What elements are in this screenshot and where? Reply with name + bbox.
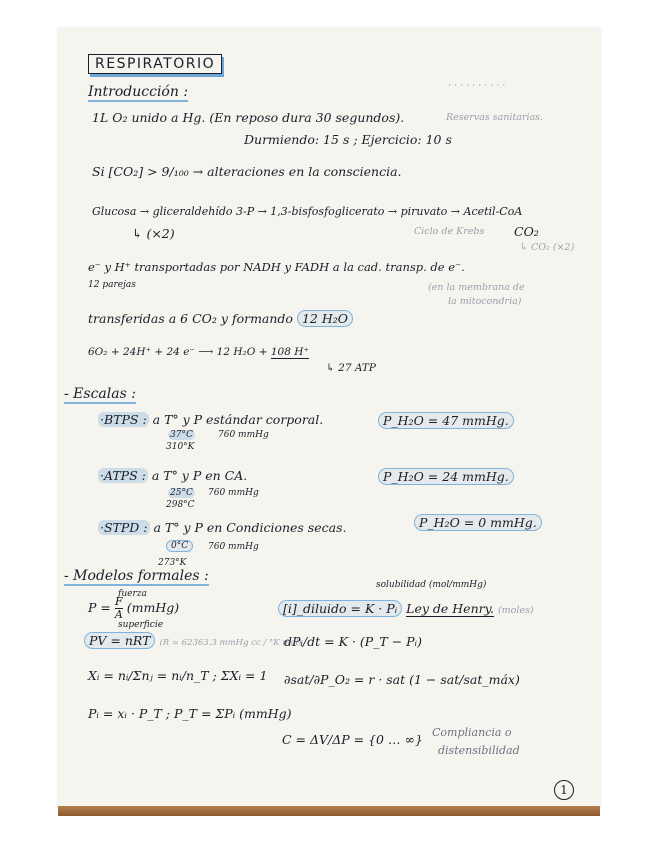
atps-text: a T° y P en CA. — [151, 468, 248, 483]
solubility-note: solubilidad (mol/mmHg) — [376, 580, 487, 590]
page-number: 1 — [554, 780, 574, 800]
gas-constant-note: (R = 62363.3 mmHg cc / °K mol) — [159, 638, 302, 648]
partial-pressure: Pᵢ = xᵢ · P_T ; P_T = ΣPᵢ (mmHg) — [88, 706, 292, 721]
stpd-pressure: 760 mmHg — [208, 542, 259, 552]
btps-kelvin: 310°K — [166, 442, 195, 452]
pressure-denominator: A — [114, 608, 123, 621]
glycolysis-line: Glucosa → gliceraldehído 3-P → 1,3-bisfosfoglicerato → piruvato → Acetil-CoA — [92, 205, 523, 218]
stpd-ph2o-value: P_H₂O = 0 mmHg. — [414, 514, 542, 531]
membrane-note-1: (en la membrana de — [428, 282, 525, 293]
water-highlight: 12 H₂O — [297, 310, 353, 327]
btps-text: a T° y P estándar corporal. — [152, 412, 324, 427]
btps-label: ·BTPS : — [100, 412, 147, 427]
stpd-temp-value: 0°C — [166, 540, 193, 552]
electron-transport-line: e⁻ y H⁺ transportadas por NADH y FADH a la cad. transp. de e⁻. — [88, 260, 465, 274]
henry-unit: (moles) — [497, 605, 534, 616]
pressure-fraction — [115, 596, 123, 621]
intro-line-1-note: Reservas sanitarias. — [446, 112, 544, 123]
surface-note: superficie — [118, 620, 164, 630]
stpd-ph2o — [414, 514, 542, 531]
henry-law-row — [278, 600, 534, 617]
atps-row — [98, 468, 247, 483]
intro-line-1: 1L O₂ unido a Hg. (En reposo dura 30 segundos). — [92, 110, 405, 125]
atps-ph2o-value: P_H₂O = 24 mmHg. — [378, 468, 514, 485]
force-note: fuerza — [118, 589, 147, 599]
redox-equation-protons: 108 H⁺ — [270, 346, 309, 358]
stpd-kelvin: 273°K — [158, 558, 187, 568]
btps-ph2o-value: P_H₂O = 47 mmHg. — [378, 412, 514, 429]
pressure-definition: P = $\frac{F}{A}$ (mmHg) — [88, 595, 180, 621]
pairs-note: 12 parejas — [88, 280, 136, 290]
atps-kelvin: 298°C — [166, 500, 195, 510]
redox-equation — [88, 346, 309, 358]
modelos-heading: - Modelos formales : — [64, 568, 209, 584]
ideal-gas-equation: PV = nRT — [84, 632, 155, 649]
membrane-note-2: la mitocondria) — [448, 296, 522, 307]
redox-equation-left: 6O₂ + 24H⁺ + 24 e⁻ ⟶ 12 H₂O + — [88, 346, 268, 358]
stpd-label: ·STPD : — [100, 520, 148, 535]
compliance-equation: C = ΔV/ΔP = {0 … ∞} — [282, 732, 423, 747]
henry-equation: [i]_diluido = K · Pᵢ — [278, 600, 402, 617]
co2-label: CO₂ — [514, 224, 539, 239]
transfer-line — [88, 310, 353, 327]
notebook-page — [58, 28, 600, 810]
atps-label: ·ATPS : — [100, 468, 146, 483]
pressure-numerator: F — [115, 595, 123, 608]
molar-fraction: Xᵢ = nᵢ/Σnⱼ = nᵢ/n_T ; ΣXᵢ = 1 — [88, 668, 268, 683]
btps-ph2o — [378, 412, 514, 429]
bleed-through-text: · · · · · · · · · · — [448, 80, 506, 91]
transfer-text: transferidas a 6 CO₂ y formando — [88, 311, 293, 326]
pressure-unit: (mmHg) — [126, 600, 180, 615]
co2-x2-note: ↳ CO₂ (×2) — [520, 242, 575, 253]
btps-pressure: 760 mmHg — [218, 430, 269, 440]
krebs-note: Ciclo de Krebs — [414, 226, 485, 237]
atps-temp — [168, 488, 195, 498]
btps-temp-value: 37°C — [170, 430, 193, 440]
atp-yield: ↳ 27 ATP — [326, 362, 376, 374]
saturation-equation: ∂sat/∂P_O₂ = r · sat (1 − sat/sat_máx) — [284, 672, 520, 687]
stpd-text: a T° y P en Condiciones secas. — [153, 520, 347, 535]
compliance-note-1: Compliancia o — [432, 726, 512, 739]
btps-row — [98, 412, 323, 427]
intro-line-2: Durmiendo: 15 s ; Ejercicio: 10 s — [244, 132, 452, 147]
atps-pressure: 760 mmHg — [208, 488, 259, 498]
escalas-heading: - Escalas : — [64, 386, 136, 402]
stpd-row — [98, 520, 346, 535]
co2-threshold-line: Si [CO₂] > 9/₁₀₀ → alteraciones en la consciencia. — [92, 164, 402, 179]
page-title: RESPIRATORIO — [88, 54, 222, 74]
stpd-temp — [166, 540, 193, 552]
atps-temp-value: 25°C — [170, 488, 193, 498]
henry-law-name: Ley de Henry. — [406, 601, 494, 616]
glycolysis-x2: ↳ (×2) — [132, 226, 175, 241]
ideal-gas-law — [84, 632, 302, 649]
btps-temp — [168, 430, 195, 440]
intro-heading: Introducción : — [88, 84, 189, 100]
atps-ph2o — [378, 468, 514, 485]
pressure-rate-equation: dPᵢ/dt = K · (P_T − Pᵢ) — [284, 634, 422, 649]
table-edge — [58, 806, 600, 816]
compliance-note-2: distensibilidad — [438, 744, 520, 757]
